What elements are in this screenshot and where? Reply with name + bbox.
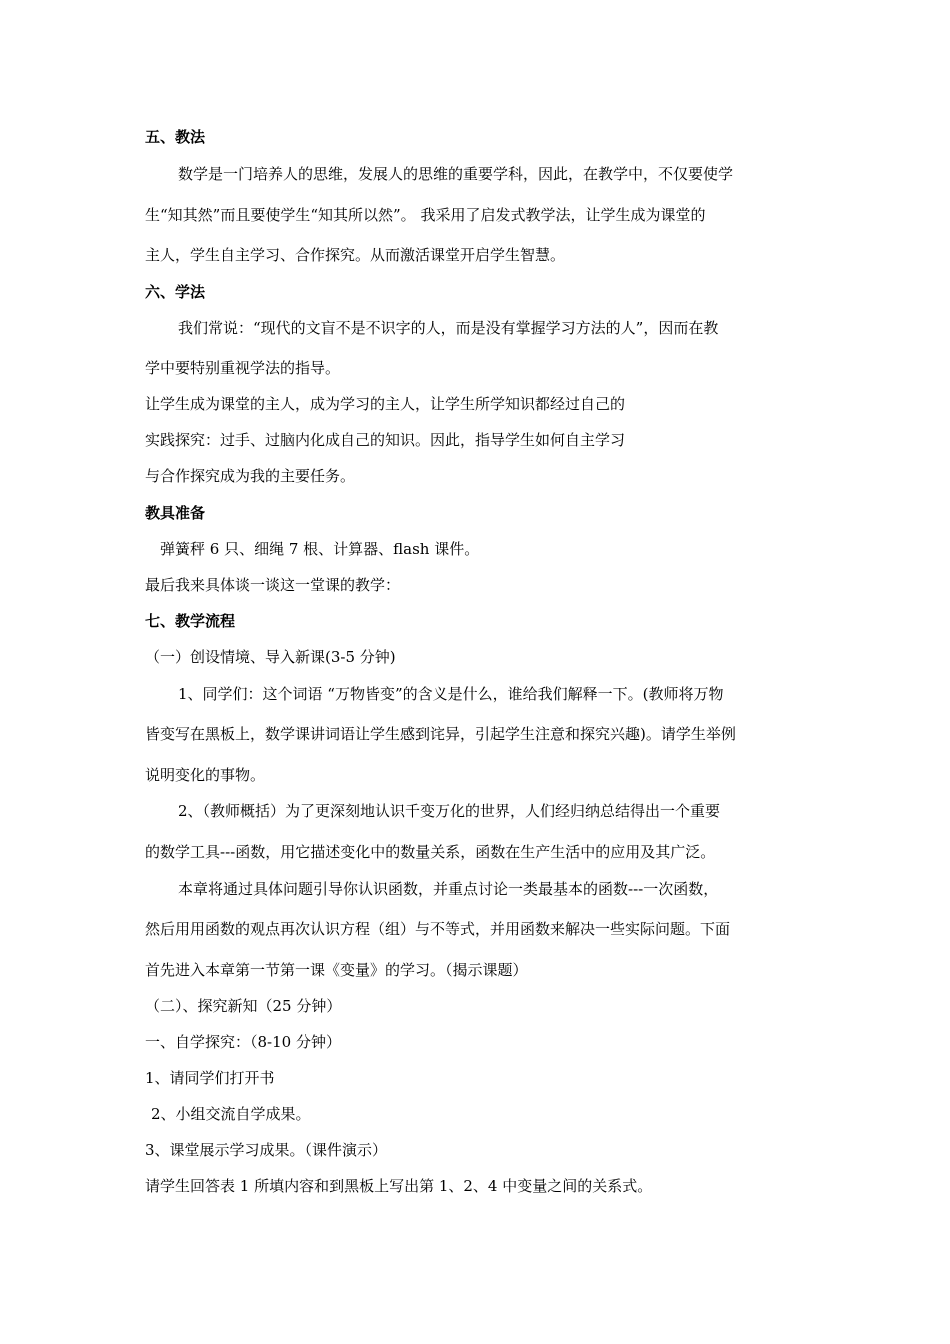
section-heading-teaching-process: 七、教学流程 — [145, 612, 236, 630]
paragraph-line: 弹簧秤 6 只、细绳 7 根、计算器、flash 课件。 — [160, 540, 480, 558]
subsection-heading: 一、自学探究：（8-10 分钟） — [145, 1033, 341, 1051]
paragraph-line: 学中要特别重视学法的指导。 — [145, 359, 341, 377]
paragraph-line: 数学是一门培养人的思维，发展人的思维的重要学科，因此，在教学中，不仅要使学 — [178, 165, 734, 183]
paragraph-line: 最后我来具体谈一谈这一堂课的教学： — [145, 576, 401, 594]
paragraph-line: 请学生回答表 1 所填内容和到黑板上写出第 1、2、4 中变量之间的关系式。 — [145, 1177, 653, 1195]
paragraph-line: 然后用用函数的观点再次认识方程（组）与不等式，并用函数来解决一些实际问题。下面 — [145, 920, 731, 938]
section-heading-teaching-method: 五、教法 — [145, 128, 206, 146]
paragraph-line: 本章将通过具体问题引导你认识函数，并重点讨论一类最基本的函数---一次函数， — [178, 880, 719, 898]
paragraph-line: 说明变化的事物。 — [145, 766, 266, 784]
list-item: 3、课堂展示学习成果。（课件演示） — [145, 1141, 388, 1159]
paragraph-line: 1、同学们：这个词语 “万物皆变”的含义是什么，谁给我们解释一下。(教师将万物 — [178, 685, 724, 703]
paragraph-line: 皆变写在黑板上，数学课讲词语让学生感到诧异，引起学生注意和探究兴趣)。请学生举例 — [145, 725, 736, 743]
paragraph-line: 生“知其然”而且要使学生“知其所以然”。 我采用了启发式教学法，让学生成为课堂的 — [145, 206, 706, 224]
subsection-heading: （二）、探究新知（25 分钟） — [145, 997, 342, 1015]
paragraph-line: 我们常说：“现代的文盲不是不识字的人，而是没有掌握学习方法的人”，因而在教 — [178, 319, 719, 337]
paragraph-line: 首先进入本章第一节第一课《变量》的学习。（揭示课题） — [145, 961, 528, 979]
paragraph-line: 让学生成为课堂的主人，成为学习的主人，让学生所学知识都经过自己的 — [145, 395, 626, 413]
paragraph-line: 2、（教师概括）为了更深刻地认识千变万化的世界，人们经归纳总结得出一个重要 — [178, 802, 721, 820]
subsection-heading: （一）创设情境、导入新课(3-5 分钟) — [145, 648, 396, 666]
paragraph-line: 实践探究：过手、过脑内化成自己的知识。因此，指导学生如何自主学习 — [145, 431, 626, 449]
list-item: 1、请同学们打开书 — [145, 1069, 275, 1087]
paragraph-line: 主人，学生自主学习、合作探究。从而激活课堂开启学生智慧。 — [145, 246, 566, 264]
list-item: 2、小组交流自学成果。 — [151, 1105, 311, 1123]
section-heading-teaching-tools: 教具准备 — [145, 504, 206, 522]
paragraph-line: 的数学工具---函数，用它描述变化中的数量关系，函数在生产生活中的应用及其广泛。 — [145, 843, 716, 861]
section-heading-learning-method: 六、学法 — [145, 283, 206, 301]
paragraph-line: 与合作探究成为我的主要任务。 — [145, 467, 356, 485]
